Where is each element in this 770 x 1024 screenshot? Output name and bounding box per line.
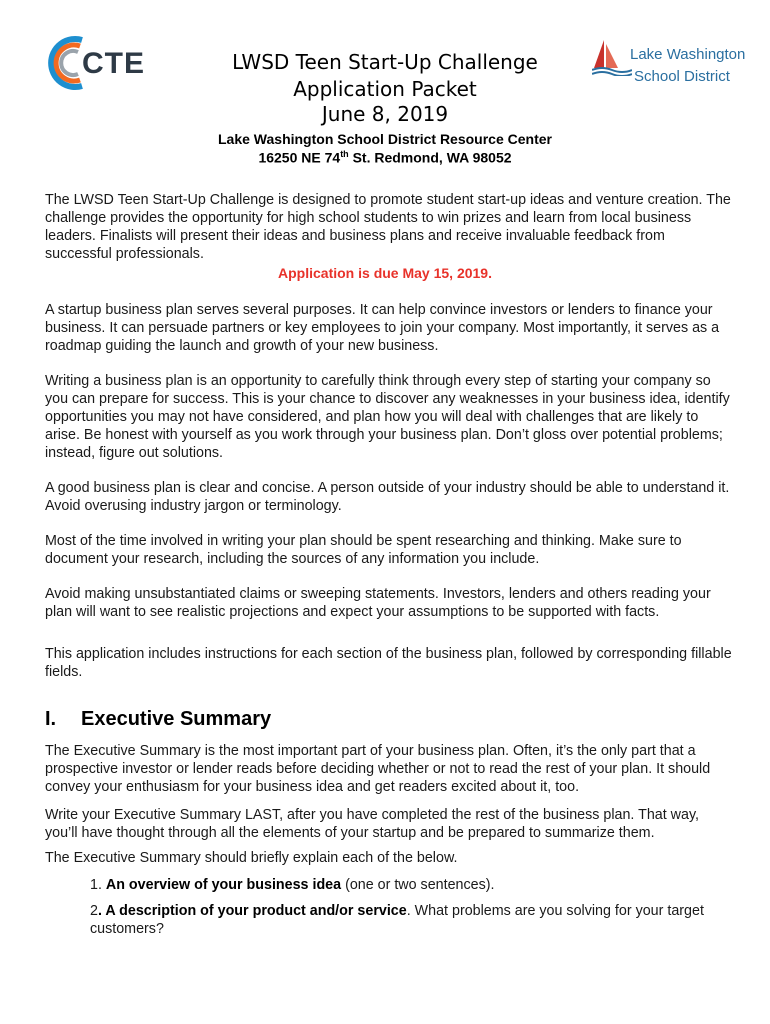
section-title: Executive Summary xyxy=(81,708,272,730)
body-paragraph-3: A good business plan is clear and concise. A person outside of your industry should be able to understand it. Avoid overusing industry jargon or terminology. xyxy=(45,480,730,514)
cte-logo-text: CTE xyxy=(82,47,145,80)
section-paragraph-2: Write your Executive Summary LAST, after you have completed the rest of the business plan. That way, you’ll have thought through all the elements of your startup and be prepared to summarize them. xyxy=(45,807,699,841)
body-paragraph-4: Most of the time involved in writing your plan should be spent researching and thinking. Make sure to document your research, including the sources of any information you include. xyxy=(45,533,682,567)
body-paragraph-6: This application includes instructions for each section of the business plan, followed by corresponding fillable fields. xyxy=(45,646,732,680)
lwsd-logo-line1: Lake Washington xyxy=(630,46,746,63)
section-heading-executive-summary xyxy=(45,708,271,731)
address-line-2: 16250 NE 74th St. Redmond, WA 98052 xyxy=(258,149,512,166)
section-number: I. xyxy=(45,708,57,730)
section-paragraph-3: The Executive Summary should briefly explain each of the below. xyxy=(45,850,458,866)
section-paragraph-1: The Executive Summary is the most important part of your business plan. Often, it’s the only part that a prospective investor or lender reads before deciding whether or not to read the rest of your plan. It should convey your enthusiasm for your business idea and get readers excited about it, too. xyxy=(45,743,711,795)
list-item: 2. A description of your product and/or service. What problems are you solving for your target customers? xyxy=(90,903,704,937)
body-paragraph-2: Writing a business plan is an opportunity to carefully think through every step of starting your company so you can prepare for success. This is your chance to discover any weaknesses in your business idea, identify opportunities you may not have considered, and plan how you will deal with challenges that are likely to arise. Be honest with yourself as you work through your business plan. Don’t gloss over potential problems; instead, figure out solutions. xyxy=(45,373,730,461)
page-date: June 8, 2019 xyxy=(321,102,449,126)
body-paragraph-1: A startup business plan serves several purposes. It can help convince investors or lenders to finance your business. It can persuade partners or key employees to join your company. Most importantly, it serves as a roadmap guiding the launch and growth of your new business. xyxy=(45,302,720,354)
lwsd-logo-line2: School District xyxy=(634,68,730,85)
intro-paragraph: The LWSD Teen Start-Up Challenge is designed to promote student start-up ideas and venture creation. The challenge provides the opportunity for high school students to win prizes and learn from local business leaders. Finalists will present their ideas and business plans and receive invaluable feedback from successful professionals. xyxy=(45,192,731,262)
address-line-1: Lake Washington School District Resource Center xyxy=(218,131,552,147)
deadline-notice: Application is due May 15, 2019. xyxy=(278,265,492,281)
page-title: LWSD Teen Start-Up Challenge xyxy=(232,50,538,74)
page-subtitle: Application Packet xyxy=(293,77,477,101)
body-paragraph-5: Avoid making unsubstantiated claims or sweeping statements. Investors, lenders and others reading your plan will want to see realistic projections and expect your assumptions to be supported with facts. xyxy=(45,586,711,620)
list-item: 1. An overview of your business idea (one or two sentences). xyxy=(90,877,495,893)
